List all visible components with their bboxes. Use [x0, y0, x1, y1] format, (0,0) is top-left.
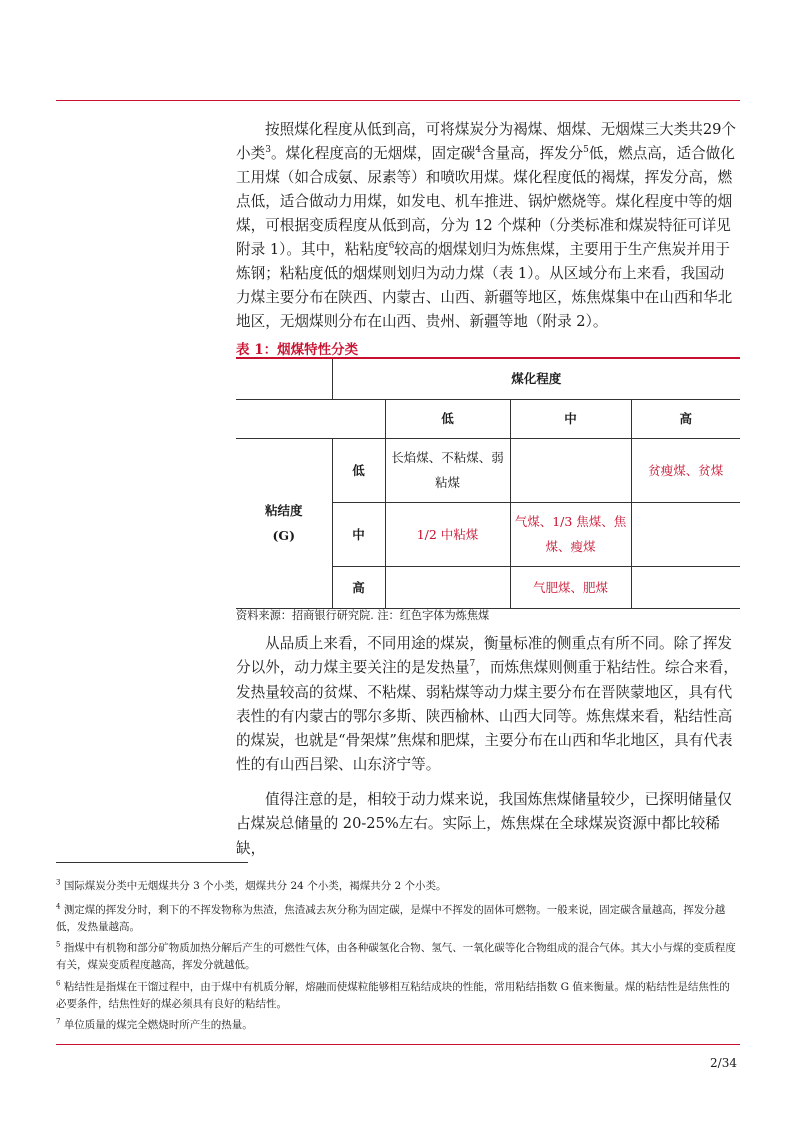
table-cell: 气煤、1/3 焦煤、焦煤、瘦煤 — [510, 502, 631, 566]
col-header-high: 高 — [631, 399, 740, 438]
footnote-ref-6[interactable]: 6 — [388, 241, 395, 252]
col-header-mid: 中 — [510, 399, 631, 438]
footnote-ref-5[interactable]: 5 — [583, 145, 589, 156]
table-row — [236, 359, 740, 399]
table-row — [236, 399, 740, 438]
table-cell: 贫瘦煤、贫煤 — [631, 438, 740, 502]
quality-paragraph: 从品质上来看，不同用途的煤炭，衡量标准的侧重点有所不同。除了挥发分以外，动力煤主要关注的是发热量$^7$，而炼焦煤则侧重于粘结性。综合来看，发热量较高的贫煤、不粘煤、弱粘煤等动力煤主要分布在晋陕蒙地区，具有代表性的有内蒙古的鄂尔多斯、陕西榆林、山西大同等。炼焦煤来看，粘结性高的煤炭，也就是“骨架煤”焦煤和肥煤，主要分布在山西和华北地区，具有代表性的有山西吕梁、山东济宁等。 — [236, 635, 738, 774]
table-cell: 1/2 中粘煤 — [385, 502, 510, 566]
reserves-paragraph: 值得注意的是，相较于动力煤来说，我国炼焦煤储量较少，已探明储量仅占煤炭总储量的 20-25%左右。实际上，炼焦煤在全球煤炭资源中都比较稀缺， — [236, 791, 733, 857]
para1-line1: 按照煤化程度从低到高，可将煤炭分为褐煤、烟煤、无烟煤三大类共29个 — [265, 121, 736, 138]
coal-classification-table — [236, 359, 740, 609]
footnote-ref-4[interactable]: 4 — [475, 145, 481, 156]
header-rule — [56, 100, 740, 101]
footnote-3: $^3$ 国际煤炭分类中无烟煤共分 3 个小类，烟煤共分 24 个小类，褐煤共分 2 个小类。 — [56, 878, 447, 892]
footnote-ref-3[interactable]: 3 — [265, 145, 271, 156]
col-header-low: 低 — [385, 399, 510, 438]
footnote-ref-7[interactable]: 7 — [469, 659, 476, 670]
group-header: 煤化程度 — [332, 359, 740, 399]
row-label-mid: 中 — [332, 502, 385, 566]
table-cell — [631, 502, 740, 566]
footnote-6: $^6$ 粘结性是指煤在干馏过程中，由于煤中有机质分解，熔融而使煤粒能够相互粘结成块的性能，常用粘结指数 G 值来衡量。煤的粘结性是结焦性的必要条件，结焦性好的煤必须具有良好的粘结性。 — [56, 979, 730, 1010]
table-row — [236, 438, 740, 502]
footer-rule — [56, 1044, 740, 1045]
row-group-header: 粘结度 (G) — [236, 438, 332, 608]
footnote-4: $^4$ 测定煤的挥发分时，剩下的不挥发物称为焦渣，焦渣减去灰分称为固定碳，是煤中不挥发的固体可燃物。一般来说，固定碳含量越高，挥发分越低，发热量越高。 — [56, 902, 726, 933]
table-cell: 长焰煤、不粘煤、弱粘煤 — [385, 438, 510, 502]
row-label-high: 高 — [332, 566, 385, 608]
table-title: 表 1：烟煤特性分类 — [236, 342, 359, 358]
page-number: 2/34 — [710, 1056, 737, 1070]
row-label-low: 低 — [332, 438, 385, 502]
table-source-note: 资料来源：招商银行研究院. 注：红色字体为炼焦煤 — [236, 609, 490, 622]
table-cell — [385, 566, 510, 608]
table-cell — [631, 566, 740, 608]
footnote-separator — [56, 862, 248, 863]
footnote-7: $^7$ 单位质量的煤完全燃烧时所产生的热量。 — [56, 1017, 253, 1031]
table-cell — [510, 438, 631, 502]
table-cell: 气肥煤、肥煤 — [510, 566, 631, 608]
footnote-5: $^5$ 指煤中有机物和部分矿物质加热分解后产生的可燃性气体，由各种碳氢化合物、氢气、一氧化碳等化合物组成的混合气体。其大小与煤的变质程度有关，煤炭变质程度越高，挥发分就越低。 — [56, 940, 736, 971]
